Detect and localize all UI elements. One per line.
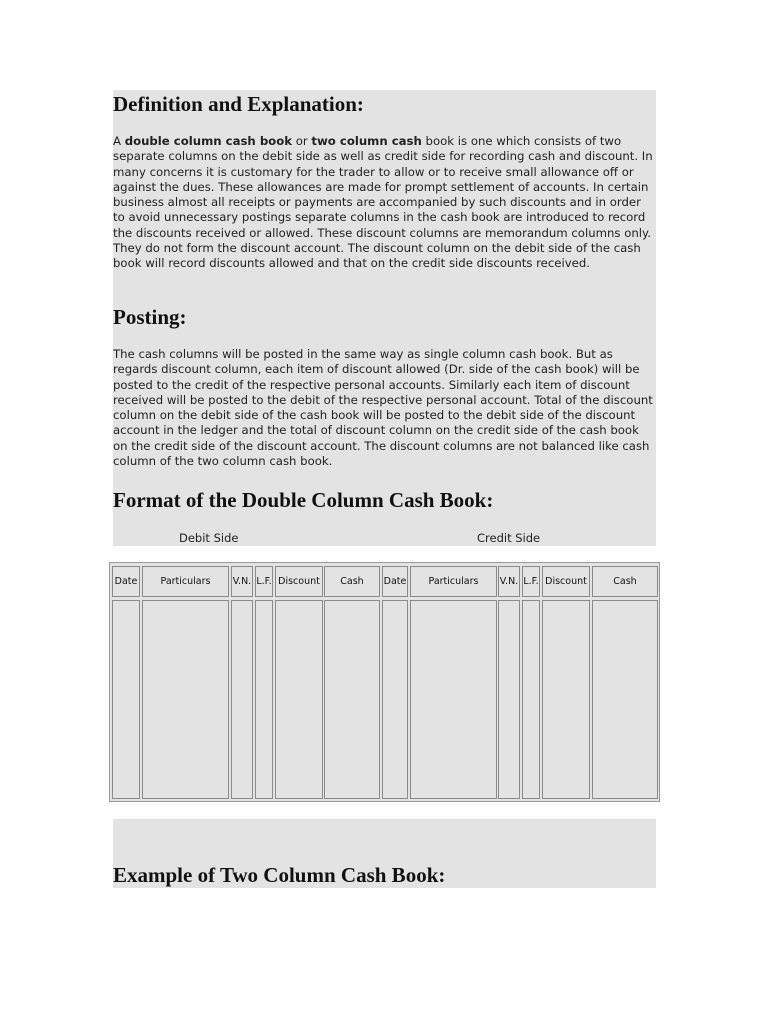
header-credit-discount: Discount bbox=[542, 566, 590, 597]
term-two-column-cash: two column cash bbox=[311, 134, 422, 148]
definition-paragraph: A double column cash book or two column cash book is one which consists of two separate columns on the debit side as well as credit side for recording cash and discount. In many concerns it is customary for the trader to allow or to receive small allowance off or against the dues. These allowances are made for prompt settlement of accounts. In certain business almost all receipts or payments are accompanied by such discounts and in order to avoid unnecessary postings separate columns in the cash book are introduced to record the discounts received or allowed. These discount columns are memorandum columns only. They do not form the discount account. The discount column on the debit side of the cash book will record discounts allowed and that on the credit side discounts received. bbox=[113, 134, 653, 271]
header-credit-vn: V.N. bbox=[498, 566, 520, 597]
body-debit-vn bbox=[231, 600, 253, 799]
header-debit-discount: Discount bbox=[275, 566, 323, 597]
header-debit-vn: V.N. bbox=[231, 566, 253, 597]
body-debit-discount bbox=[275, 600, 323, 799]
example-section-block bbox=[113, 819, 656, 888]
header-credit-date: Date bbox=[382, 566, 408, 597]
format-heading: Format of the Double Column Cash Book: bbox=[113, 488, 494, 512]
header-credit-particulars: Particulars bbox=[410, 566, 497, 597]
posting-heading: Posting: bbox=[113, 305, 187, 329]
cash-book-format-table bbox=[109, 562, 660, 802]
term-double-column-cash-book: double column cash book bbox=[124, 134, 293, 148]
body-debit-cash bbox=[324, 600, 380, 799]
header-debit-lf: L.F. bbox=[255, 566, 273, 597]
header-debit-cash: Cash bbox=[324, 566, 380, 597]
body-credit-particulars bbox=[410, 600, 497, 799]
example-heading: Example of Two Column Cash Book: bbox=[113, 863, 446, 887]
posting-paragraph: The cash columns will be posted in the same way as single column cash book. But as regards discount column, each item of discount allowed (Dr. side of the cash book) will be posted to the credit of the respective personal accounts. Similarly each item of discount received will be posted to the debit of the respective personal account. Total of the discount column on the debit side of the cash book will be posted to the debit side of the discount account in the ledger and the total of discount column on the credit side of the cash book on the credit side of the discount account. The discount columns are not balanced like cash column of the two column cash book. bbox=[113, 347, 653, 469]
body-credit-discount bbox=[542, 600, 590, 799]
header-debit-particulars: Particulars bbox=[142, 566, 229, 597]
debit-side-label: Debit Side bbox=[179, 531, 239, 545]
header-credit-cash: Cash bbox=[592, 566, 658, 597]
body-debit-particulars bbox=[142, 600, 229, 799]
credit-side-label: Credit Side bbox=[477, 531, 541, 545]
body-debit-lf bbox=[255, 600, 273, 799]
body-credit-date bbox=[382, 600, 408, 799]
body-credit-lf bbox=[522, 600, 540, 799]
body-debit-date bbox=[112, 600, 140, 799]
header-debit-date: Date bbox=[112, 566, 140, 597]
body-credit-cash bbox=[592, 600, 658, 799]
body-credit-vn bbox=[498, 600, 520, 799]
article-content-block bbox=[113, 90, 656, 546]
definition-heading: Definition and Explanation: bbox=[113, 92, 364, 116]
header-credit-lf: L.F. bbox=[522, 566, 540, 597]
